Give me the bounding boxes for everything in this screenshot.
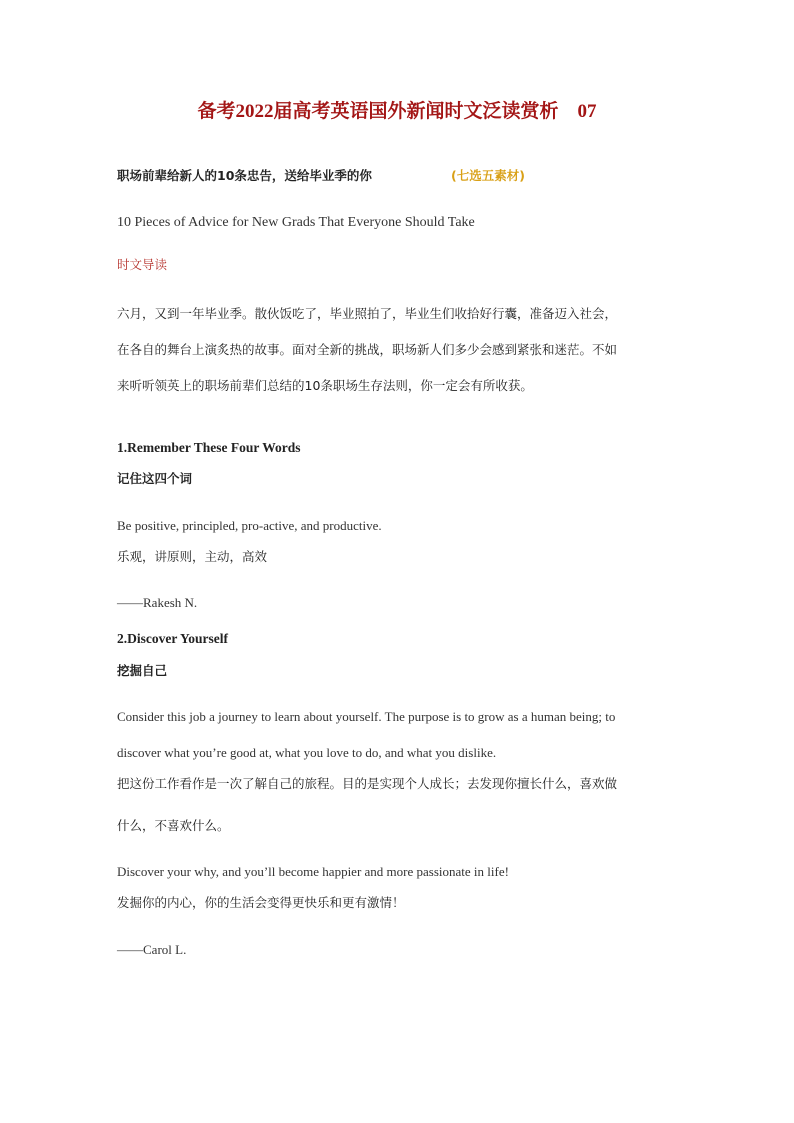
section-2-paragraph-cn-2: 什么，不喜欢什么。 — [117, 818, 230, 833]
section-2-paragraph-en-1: Consider this job a journey to learn about yourself. The purpose is to grow as a human being; to — [117, 709, 616, 724]
section-1-heading-cn: 记住这四个词 — [117, 471, 193, 486]
section-1-heading-en: 1.Remember These Four Words — [117, 440, 301, 455]
page-title: 备考2022届高考英语国外新闻时文泛读赏析 07 — [197, 101, 597, 122]
subtitle-tag: (七选五素材) — [451, 168, 525, 183]
section-1-paragraph-en: Be positive, principled, pro-active, and productive. — [117, 518, 382, 533]
section-2-heading-en: 2.Discover Yourself — [117, 631, 228, 646]
section-2-paragraph-en-2: discover what you’re good at, what you love to do, and what you dislike. — [117, 745, 497, 760]
subtitle-english: 10 Pieces of Advice for New Grads That Everyone Should Take — [117, 215, 475, 230]
intro-label: 时文导读 — [117, 257, 168, 272]
subtitle-chinese: 职场前辈给新人的10条忠告，送给毕业季的你 — [117, 168, 372, 183]
section-2-paragraph-cn-3: 发掘你的内心，你的生活会变得更快乐和更有激情！ — [117, 895, 405, 910]
intro-line-2: 在各自的舞台上演炙热的故事。面对全新的挑战，职场新人们多少会感到紧张和迷茫。不如 — [117, 342, 618, 357]
section-1-paragraph-cn: 乐观，讲原则，主动，高效 — [117, 549, 268, 564]
section-2-paragraph-cn-1: 把这份工作看作是一次了解自己的旅程。目的是实现个人成长；去发现你擅长什么，喜欢做 — [117, 776, 618, 791]
section-2-heading-cn: 挖掘自己 — [117, 663, 168, 678]
section-2-author: ——Carol L. — [117, 942, 187, 957]
section-1-author: ——Rakesh N. — [117, 595, 198, 610]
section-2-paragraph-en-3: Discover your why, and you’ll become happier and more passionate in life! — [117, 864, 509, 879]
intro-line-1: 六月，又到一年毕业季。散伙饭吃了，毕业照拍了，毕业生们收拾好行囊，准备迈入社会， — [117, 306, 618, 321]
intro-line-3: 来听听领英上的职场前辈们总结的10条职场生存法则，你一定会有所收获。 — [117, 378, 533, 393]
